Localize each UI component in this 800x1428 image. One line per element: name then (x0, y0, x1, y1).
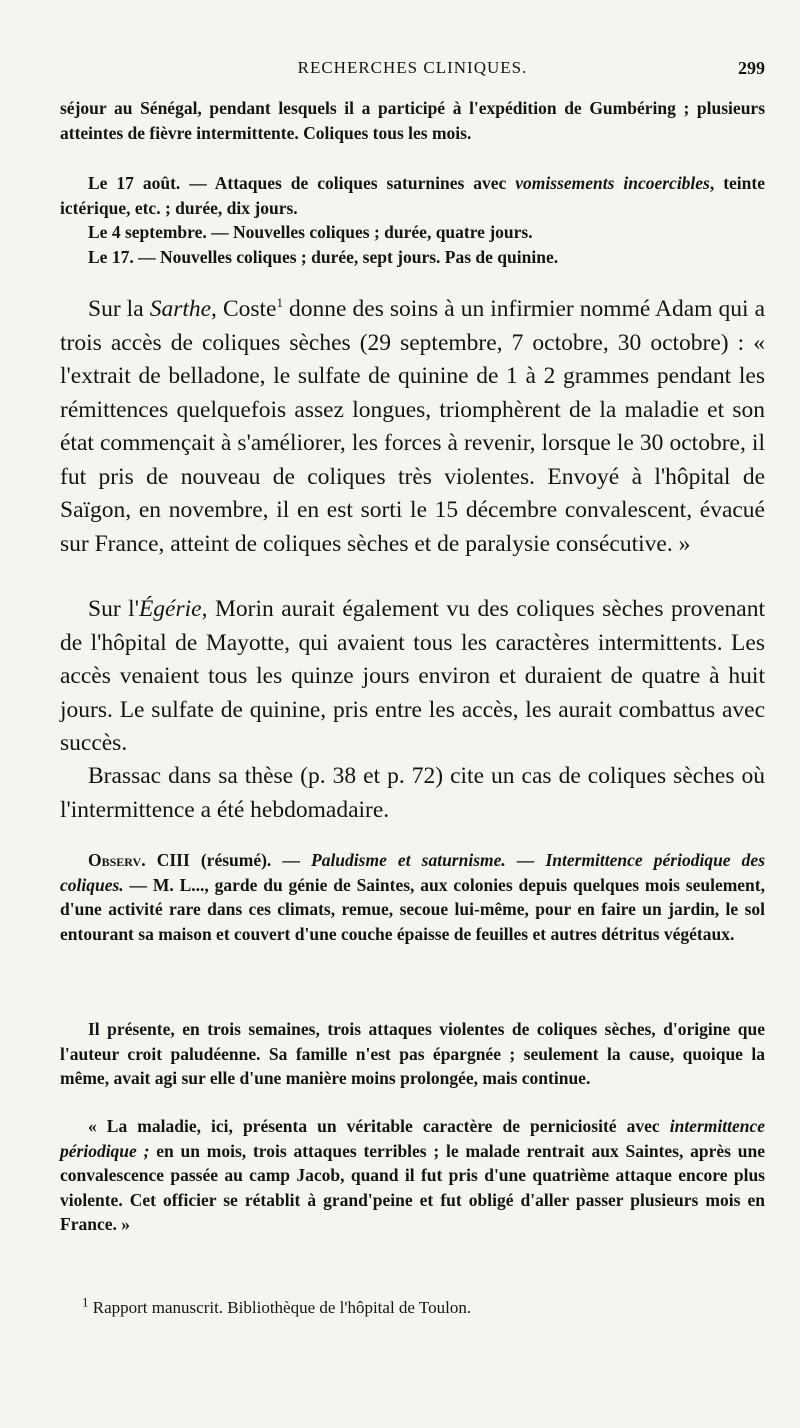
paragraph-text: « La maladie, ici, présenta un véritable caractère de perniciosité avec (88, 1116, 670, 1136)
footnote-mark: 1 (82, 1294, 89, 1310)
paragraph-senegal-stay (60, 96, 765, 145)
observation-number: CIII (résumé). — (145, 850, 311, 870)
paragraph-sarthe (60, 293, 765, 561)
paragraph-the-17th (60, 245, 765, 270)
italic-text: intermittence périodique ; (60, 1116, 765, 1161)
paragraph-text: — M. L..., garde du génie de Saintes, aux colonies depuis quelques mois seulement, d'une activité rare dans ces climats, remue, secoue lui-même, pour en faire un jardin, le sol entourant sa maison et couvert d'une couche épaisse de feuilles et autres détritus végétaux. (60, 874, 765, 944)
paragraph-text: , teinte ictérique, etc. ; durée, dix jours. (60, 173, 765, 218)
footnote (60, 1294, 765, 1318)
paragraph-three-attacks (60, 1017, 765, 1091)
paragraph-text: Le 4 septembre. — Nouvelles coliques ; durée, quatre jours. (88, 222, 533, 242)
paragraph-text: Sur la (88, 296, 150, 322)
paragraph-text: , Morin aurait également vu des coliques sèches provenant de l'hôpital de Mayotte, qui avaient tous les caractères intermittents. Les accès venaient tous les quinze jours environ et duraient de quatre à huit jours. Le sulfate de quinine, pris entre les accès, les aurait combattus avec succès. (60, 596, 765, 756)
running-head (60, 58, 765, 82)
paragraph-quotation (60, 1114, 765, 1237)
footnote-text: Rapport manuscrit. Bibliothèque de l'hôpital de Toulon. (88, 1298, 472, 1317)
paragraph-text: donne des soins à un infirmier nommé Adam qui a trois accès de coliques sèches (29 septembre, 7 octobre, 30 octobre) : « l'extrait de belladone, le sulfate de quinine de 1 à 2 grammes pendant les rémittences quelquefois assez longues, triomphèrent de la maladie et son état commençait à s'améliorer, les forces à revenir, lorsque le 30 octobre, il fut pris de nouveau de coliques très violentes. Envoyé à l'hôpital de Saïgon, en novembre, il en est sorti le 15 décembre convalescent, évacué sur France, atteint de coliques sèches et de paralysie consécutive. » (60, 296, 765, 557)
paragraph-text: , Coste (211, 296, 277, 322)
footnote-reference: 1 (276, 295, 283, 311)
paragraph-egerie (60, 593, 765, 761)
ship-name: Sarthe (149, 296, 212, 322)
page-number: 299 (738, 58, 765, 78)
observation-title: Paludisme et saturnisme. — Intermittence périodique des coliques. (60, 850, 765, 895)
paragraph-text: Il présente, en trois semaines, trois attaques violentes de coliques sèches, d'origine que l'auteur croit paludéenne. Sa famille n'est pas épargnée ; seulement la cause, quoique la même, avait agi sur elle d'une manière moins prolongée, mais continue. (60, 1019, 765, 1088)
paragraph-august-17 (60, 171, 765, 220)
paragraph-text: Brassac dans sa thèse (p. 38 et p. 72) cite un cas de coliques sèches où l'intermittence a été hebdomadaire. (60, 763, 765, 823)
paragraph-text: Le 17 août. — Attaques de coliques saturnines avec (88, 173, 516, 193)
paragraph-brassac (60, 760, 765, 827)
paragraph-text: séjour au Sénégal, pendant lesquels il a participé à l'expédition de Gumbéring ; plusieurs atteintes de fièvre intermittente. Coliques tous les mois. (60, 98, 765, 143)
paragraph-text: en un mois, trois attaques terribles ; le malade rentrait aux Saintes, après une convalescence passée au camp Jacob, quand il fut pris d'une quatrième attaque encore plus violente. Cet officier se rétablit à grand'peine et fut obligé d'aller passer plusieurs mois en France. » (60, 1140, 766, 1234)
observation-ciii (60, 848, 765, 946)
paragraph-text: Le 17. — Nouvelles coliques ; durée, sept jours. Pas de quinine. (88, 247, 559, 267)
ship-name: Égérie (138, 596, 202, 622)
italic-text: vomissements incoercibles (515, 173, 710, 193)
observation-label: Observ. (88, 850, 146, 870)
running-title: RECHERCHES CLINIQUES. (297, 58, 528, 77)
paragraph-text: Sur l' (88, 596, 139, 622)
paragraph-september-4 (60, 220, 765, 245)
